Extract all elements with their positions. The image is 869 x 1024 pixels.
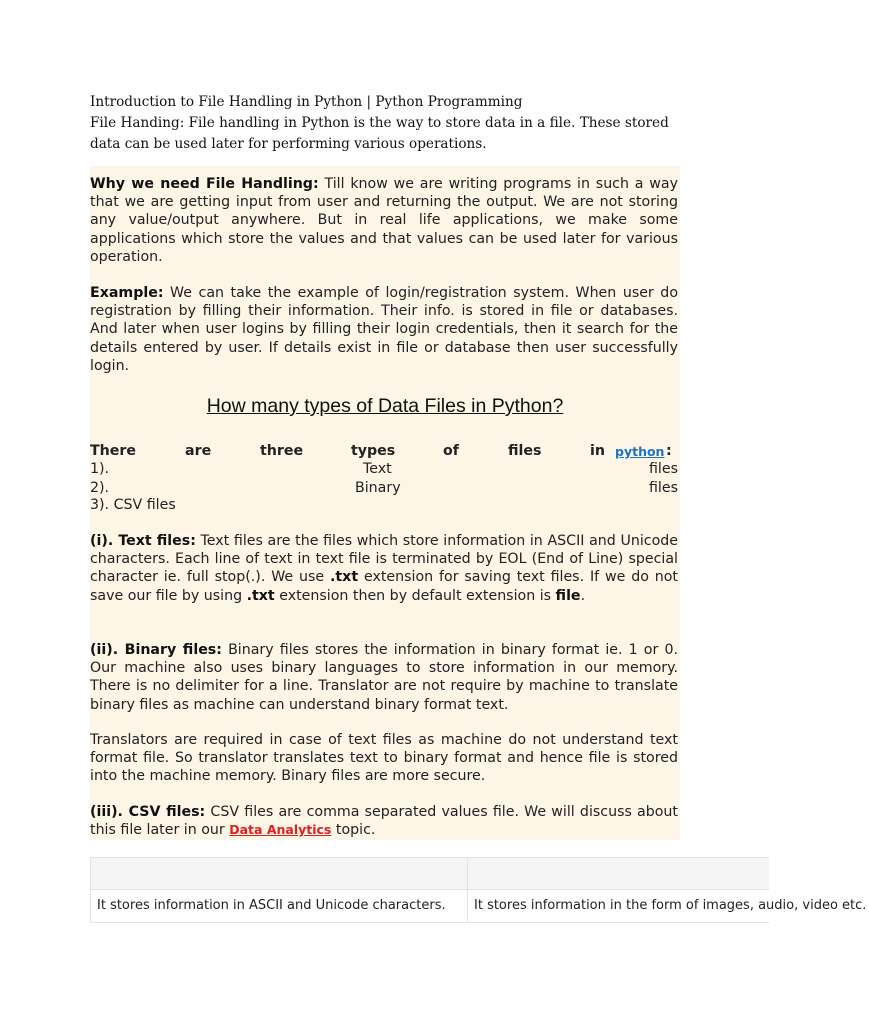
why-paragraph	[90, 175, 678, 266]
comparison-table	[90, 857, 867, 923]
type-suffix: files	[649, 461, 678, 477]
text-files-label: (i). Text files:	[90, 533, 196, 549]
types-word: three	[260, 443, 304, 459]
text-files-text: extension for saving text files. If we do not save our file by using	[90, 569, 678, 604]
intro-section	[90, 92, 680, 155]
example-paragraph	[90, 284, 678, 375]
type-number: 2).	[90, 480, 110, 496]
types-colon: :	[666, 443, 672, 459]
txt-ext: .txt	[246, 587, 275, 604]
binary-files-paragraph	[90, 641, 678, 714]
types-word: in	[590, 443, 605, 459]
text-files-paragraph	[90, 532, 678, 605]
text-files-text: extension then by default extension is	[274, 587, 556, 604]
section-heading: How many types of Data Files in Python?	[206, 395, 564, 417]
translators-paragraph: Translators are required in case of text files as machine do not understand text format file. So translator translates text to binary format and hence file is stored into the machine memory. Binary files are more secure.	[90, 732, 678, 785]
why-text: Till know we are writing programs in such a way that we are getting input from user and returning the output. We are not storing any value/output anywhere. But in real life applications, we make some applications which store the values and that values can be used later for various operation.	[90, 176, 679, 265]
type-csv: 3). CSV files	[90, 497, 176, 513]
intro-line-1: File Handing: File handling in Python is the way to store data in a file. These stored	[90, 115, 669, 131]
why-label: Why we need File Handling:	[90, 176, 319, 192]
table-cell: It stores information in ASCII and Unicode characters.	[91, 890, 468, 922]
type-row-2	[90, 479, 678, 497]
csv-files-label: (iii). CSV files:	[90, 804, 206, 820]
text-files-text: .	[580, 587, 586, 604]
type-row-1	[90, 460, 678, 478]
example-label: Example:	[90, 285, 164, 301]
file-ext: file	[555, 587, 581, 604]
table-header-cell: Text Files	[91, 858, 468, 889]
txt-ext: .txt	[330, 569, 359, 586]
types-word: of	[443, 443, 459, 459]
table-header-cell: Binary Files	[628, 866, 715, 881]
binary-files-label: (ii). Binary files:	[90, 642, 222, 658]
document-title: Introduction to File Handling in Python | Python Programming	[90, 94, 523, 110]
types-word: There	[90, 443, 137, 459]
csv-files-text: CSV files are comma separated values file. We will discuss about this file later in our	[90, 804, 678, 839]
types-word: types	[351, 443, 396, 459]
type-name: Binary	[355, 480, 401, 496]
table-row	[91, 890, 867, 922]
example-text: We can take the example of login/registration system. When user do registration by filling their information. Their info. is stored in file or databases. And later when user logins by filling their login credentials, then it search for the details entered by user. If details exist in file or database then user successfully login.	[90, 285, 678, 374]
csv-files-text: topic.	[331, 822, 376, 839]
table-header-row	[91, 858, 769, 890]
type-name: Text	[363, 461, 392, 477]
types-word: files	[508, 443, 542, 459]
type-row-3	[90, 496, 678, 514]
intro-line-2: data can be used later for performing various operations.	[90, 136, 487, 152]
type-number: 1).	[90, 461, 110, 477]
csv-files-paragraph	[90, 803, 678, 839]
type-suffix: files	[649, 480, 678, 496]
data-analytics-link[interactable]: Data Analytics	[229, 822, 332, 838]
text-files-text: Text files are the files which store information in ASCII and Unicode characters. Each line of text in text file is terminated by EOL (End of Line) special character ie. full stop(.). We use	[90, 533, 678, 586]
table-cell: It stores information in the form of images, audio, video etc.	[474, 898, 867, 913]
python-link[interactable]: python	[615, 444, 665, 459]
types-intro-line	[90, 442, 678, 460]
binary-files-text: Binary files stores the information in binary format ie. 1 or 0. Our machine also uses binary languages to store information in our memory. There is no delimiter for a line. Translator are not require by machine to translate binary files as machine can understand binary format text.	[90, 642, 678, 713]
types-word: are	[185, 443, 212, 459]
